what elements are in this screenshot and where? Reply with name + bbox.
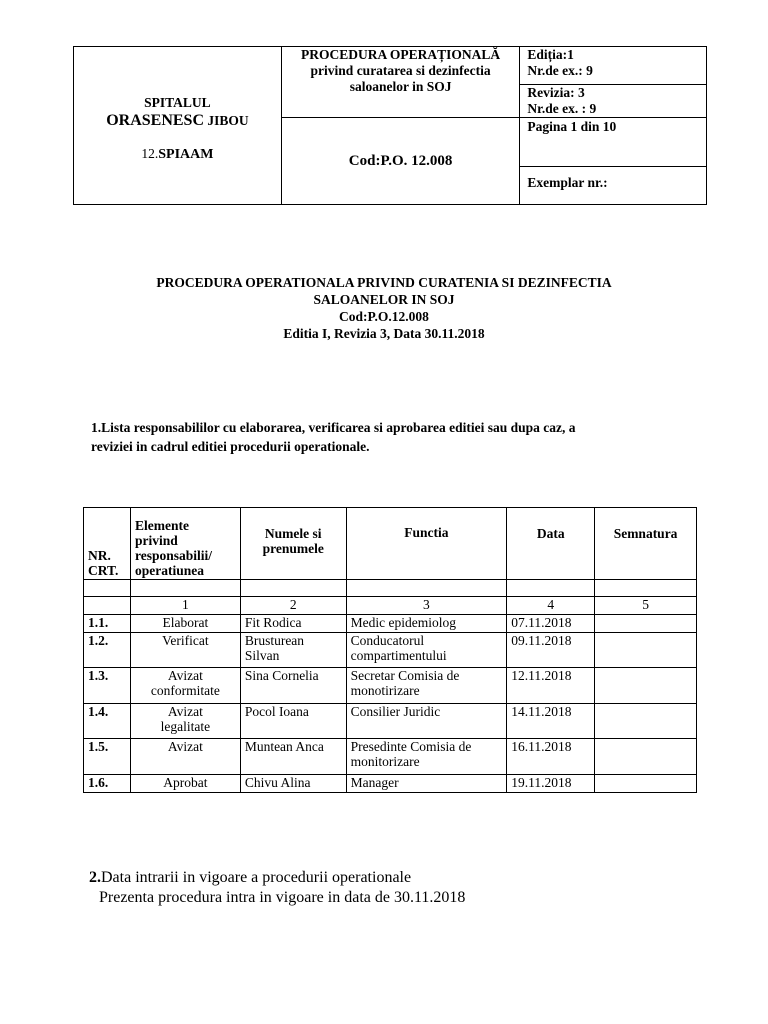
spacer-row (84, 580, 697, 597)
code-cell (281, 118, 520, 205)
edition-cell: Ediția:1 Nr.de ex.: 9 (520, 47, 707, 85)
signature-cell (595, 739, 697, 775)
header-functia: Functia (346, 508, 507, 580)
table-row: 1.6. Aprobat Chivu Alina Manager 19.11.2018 (84, 775, 697, 793)
signature-cell (595, 775, 697, 793)
table-row: 1.2. Verificat Brusturean Silvan Conducatorul compartimentului 09.11.2018 (84, 633, 697, 668)
header-data: Data (507, 508, 595, 580)
table-row: 1.1. Elaborat Fit Rodica Medic epidemiolog 07.11.2018 (84, 615, 697, 633)
department: 12.SPIAAM (141, 146, 214, 162)
hospital-cell (74, 47, 282, 205)
section-2: 2.Data intrarii in vigoare a procedurii operationale Prezenta procedura intra in vigoare in data de 30.11.2018 (89, 869, 466, 906)
header-semnatura: Semnatura (595, 508, 697, 580)
revision-cell: Revizia: 3 Nr.de ex. : 9 (520, 85, 707, 118)
procedure-code: Cod:P.O. 12.008 (348, 152, 453, 169)
procedure-title: PROCEDURA OPERAȚIONALĂ privind curatarea si dezinfectia saloanelor in SOJ (301, 47, 501, 94)
responsibles-table (83, 507, 697, 793)
document-title: PROCEDURA OPERATIONALA PRIVIND CURATENIA SI DEZINFECTIA SALOANELOR IN SOJ Cod:P.O.12.008 Editia I, Revizia 3, Data 30.11.2018 (156, 275, 612, 341)
section-1-heading: 1.Lista responsabililor cu elaborarea, verificarea si aprobarea editiei sau dupa caz, a reviziei in cadrul editiei procedurii operationale. (91, 420, 576, 454)
signature-cell (595, 633, 697, 668)
header-elemente: Elemente privind responsabilii/ operatiunea (130, 508, 240, 580)
header-nr-crt: NR. CRT. (84, 508, 131, 580)
signature-cell (595, 668, 697, 704)
exemplar-cell: Exemplar nr.: (520, 167, 707, 205)
table-row: 1.5. Avizat Muntean Anca Presedinte Comisia de monitorizare 16.11.2018 (84, 739, 697, 775)
header-table (73, 46, 707, 205)
table-row: 1.4. Avizat legalitate Pocol Ioana Consilier Juridic 14.11.2018 (84, 704, 697, 739)
table-row: 1.3. Avizat conformitate Sina Cornelia Secretar Comisia de monotirizare 12.11.2018 (84, 668, 697, 704)
column-numbers-row: 1 2 3 4 5 (84, 597, 697, 615)
signature-cell (595, 615, 697, 633)
hospital-name: SPITALUL ORASENESC JIBOU (106, 95, 249, 129)
signature-cell (595, 704, 697, 739)
procedure-title-cell (281, 47, 520, 118)
header-nume: Numele si prenumele (240, 508, 346, 580)
page-cell: Pagina 1 din 10 (520, 118, 707, 167)
